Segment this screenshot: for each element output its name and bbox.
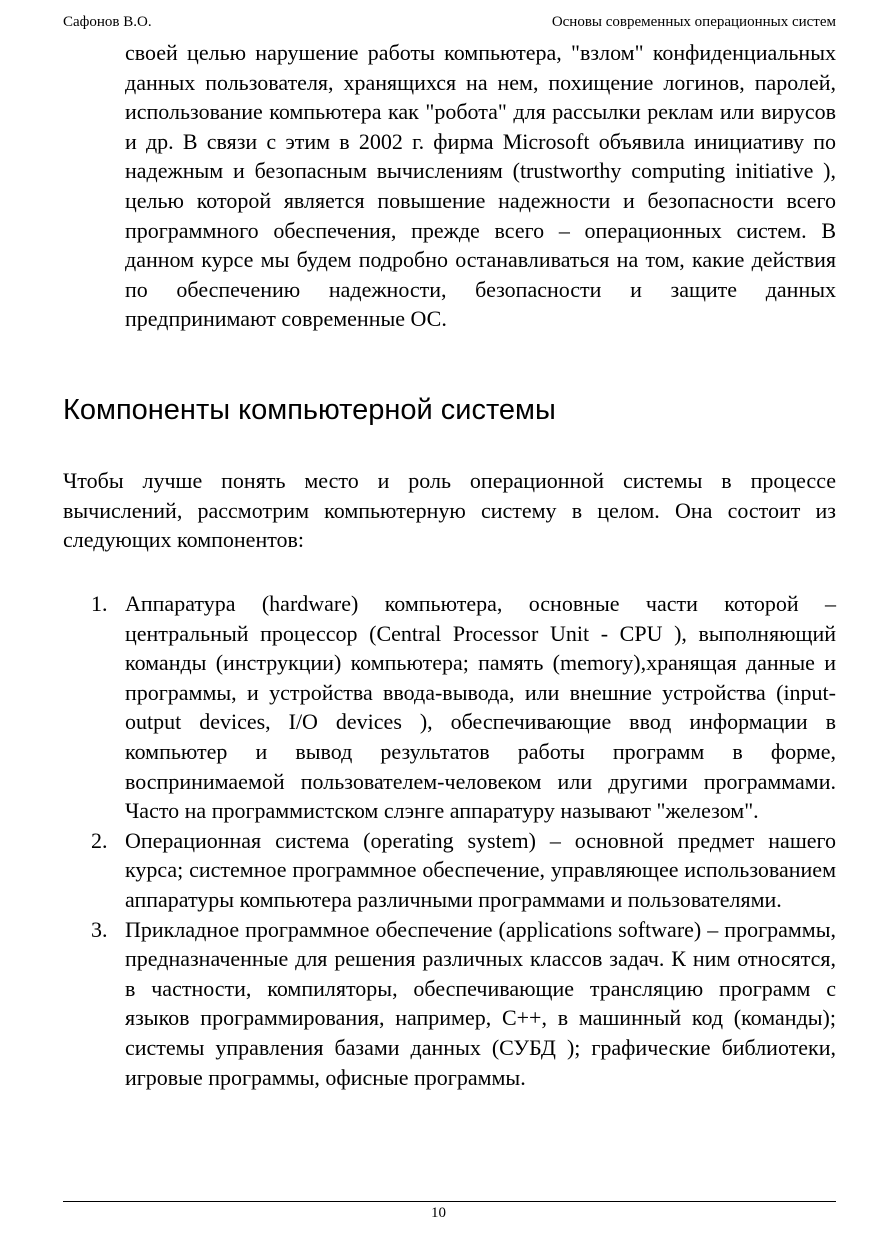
- header-book-title: Основы современных операционных систем: [551, 14, 836, 30]
- header-author: Сафонов В.О.: [63, 14, 152, 30]
- footer-divider: [63, 1201, 836, 1202]
- list-item: [63, 915, 836, 1093]
- page-number: 10: [431, 1205, 446, 1221]
- list-item-number: 3.: [91, 916, 108, 942]
- intro-paragraph: Чтобы лучше понять место и роль операционной системы в процессе вычислений, рассмотрим компьютерную систему в целом. Она состоит из следующих компонентов:: [63, 468, 836, 553]
- list-item-number: 2.: [91, 827, 108, 853]
- list-item-text: Прикладное программное обеспечение (applications software) – программы, предназначенные для решения различных классов задач. К ним относятся, в частности, компиляторы, обеспечивающие трансляцию программ с языков программирования, например, C++, в машинный код (команды); системы управления базами данных (СУБД ); графические библиотеки, игровые программы, офисные программы.: [125, 916, 836, 1090]
- running-header: [63, 14, 836, 36]
- list-item-text: Аппаратура (hardware) компьютера, основные части которой – центральный процессор (Central Processor Unit - CPU ), выполняющий команды (инструкции) компьютера; память (memory),хранящая данные и программы, и устройства ввода-вывода, или внешние устройства (input-output devices, I/O devices ), обеспечивающие ввод информации в компьютер и вывод результатов работы программ в форме, воспринимаемой пользователем-человеком или другими программами. Часто на программистском слэнге аппаратуру называют "железом".: [125, 591, 836, 824]
- list-item: [63, 589, 836, 826]
- components-list: [63, 589, 836, 1092]
- list-item-text: Операционная система (operating system) – основной предмет нашего курса; системное программное обеспечение, управляющее использованием аппаратуры компьютера различными программами и пользователями.: [125, 827, 836, 912]
- list-item-number: 1.: [91, 591, 108, 616]
- list-item: [63, 826, 836, 915]
- continuation-paragraph: своей целью нарушение работы компьютера, "взлом" конфиденциальных данных пользователя, хранящихся на нем, похищение логинов, паролей, использование компьютера как "робота" для рассылки реклам или вирусов и др. В связи с этим в 2002 г. фирма Microsoft объявила инициативу по надежным и безопасным вычислениям (trustworthy computing initiative ), целью которой является повышение надежности и безопасности всего программного обеспечения, прежде всего – операционных систем. В данном курсе мы будем подробно останавливаться на том, какие действия по обеспечению надежности, безопасности и защите данных предпринимают современные ОС.: [125, 40, 836, 332]
- section-heading: Компоненты компьютерной системы: [63, 394, 556, 426]
